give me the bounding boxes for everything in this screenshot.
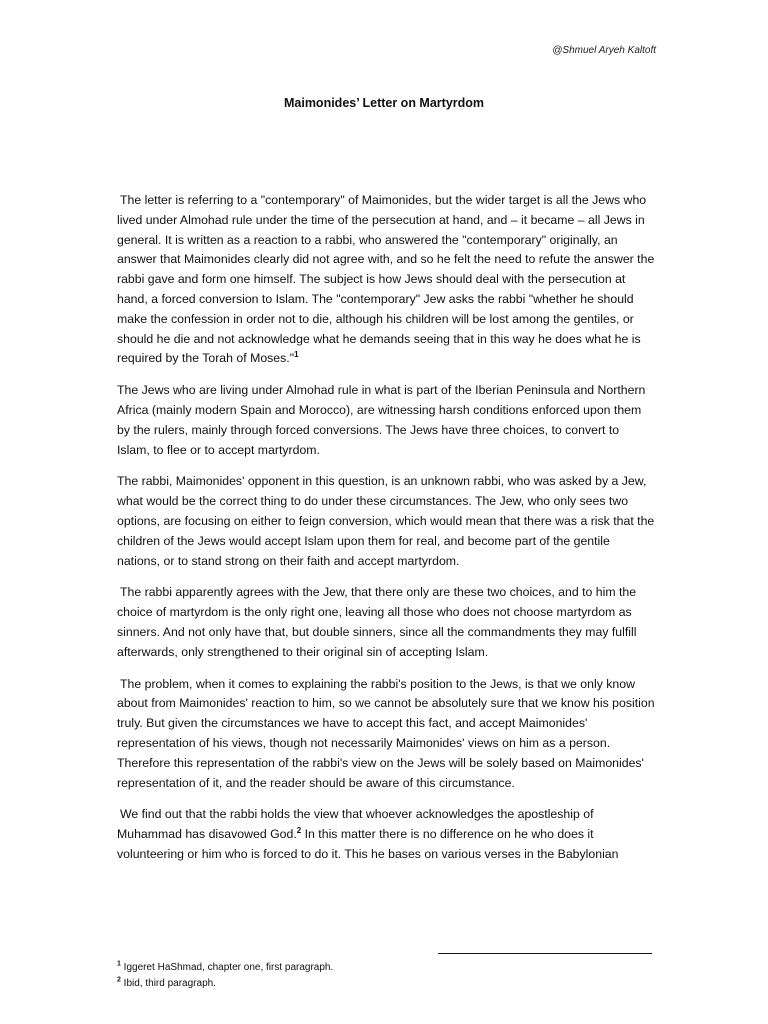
footnote-divider	[438, 953, 652, 954]
author-credit: @Shmuel Aryeh Kaltoft	[552, 45, 656, 56]
paragraph-1	[117, 191, 655, 369]
footnote-2	[117, 976, 333, 992]
footnote-ref: 2	[296, 826, 302, 836]
paragraph-text: We find out that the rabbi holds the view that whoever acknowledges the apostleship of Muhammad has disavowed God.	[117, 807, 594, 842]
paragraph-3: The rabbi, Maimonides' opponent in this question, is an unknown rabbi, who was asked by a Jew, what would be the correct thing to do under these circumstances. The Jew, who only sees two options, are focusing on either to feign conversion, which would mean that there was a risk that the children of the Jews would accept Islam upon them for real, and become part of the gentile nations, or to stand strong on their faith and accept martyrdom.	[117, 474, 655, 568]
footnote-1	[117, 960, 333, 976]
paragraph-text: In this matter there is no difference on he who does it volunteering or him who is forced to do it. This he bases on various verses in the Babylonian	[117, 827, 619, 861]
footnote-text: Ibid, third paragraph.	[120, 978, 216, 989]
footnote-text: Iggeret HaShmad, chapter one, first paragraph.	[120, 962, 334, 973]
paragraph-6	[117, 805, 655, 864]
paragraph-2: The Jews who are living under Almohad rule in what is part of the Iberian Peninsula and Northern Africa (mainly modern Spain and Morocco), are witnessing harsh conditions enforced upon them by the rulers, mainly through forced conversions. The Jews have three choices, to convert to Islam, to flee or to accept martyrdom.	[117, 383, 646, 457]
footnotes	[117, 960, 333, 992]
document-body	[117, 191, 655, 877]
footnote-number: 2	[117, 976, 121, 984]
footnote-ref: 1	[294, 350, 299, 360]
paragraph-4: The rabbi apparently agrees with the Jew, that there only are these two choices, and to him the choice of martyrdom is the only right one, leaving all those who does not choose martyrdom as sinners. And not only have that, but double sinners, since all the commandments they may fulfill afterwards, only strengthened to their original sin of accepting Islam.	[117, 585, 637, 659]
document-title: Maimonides’ Letter on Martyrdom	[283, 96, 485, 110]
paragraph-5: The problem, when it comes to explaining the rabbi's position to the Jews, is that we only know about from Maimonides' reaction to him, so we cannot be absolutely sure that we know his position truly. But given the circumstances we have to accept this fact, and accept Maimonides' representation of his views, though not necessarily Maimonides' views on him as a person. Therefore this representation of the rabbi's view on the Jews will be solely based on Maimonides' representation of it, and the reader should be aware of this circumstance.	[117, 676, 655, 790]
paragraph-text: The letter is referring to a "contemporary" of Maimonides, but the wider target is all the Jews who lived under Almohad rule under the time of the persecution at hand, and – it became – all Jews in general. It is written as a reaction to a rabbi, who answered the "contemporary" originally, an answer that Maimonides clearly did not agree with, and so he felt the need to refute the answer the rabbi gave and form one himself. The subject is how Jews should deal with the persecution at hand, a forced conversion to Islam. The "contemporary" Jew asks the rabbi "whether he should make the confession in order not to die, although his children will be lost among the gentiles, or should he die and not acknowledge what he demands seeing that in this way he does what he is required by the Torah of Moses."	[117, 193, 655, 366]
footnote-number: 1	[117, 960, 121, 968]
